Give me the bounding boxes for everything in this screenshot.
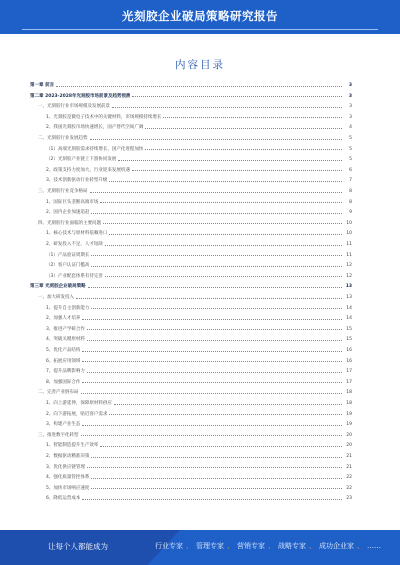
- toc-entry-label: 2、向下游拓展，贴近客户需求: [46, 411, 108, 417]
- toc-page-number: 8: [349, 199, 352, 205]
- toc-entry-label: 4、强化质量管控体系: [46, 475, 90, 481]
- toc-entry[interactable]: [30, 220, 352, 227]
- footer-role: 战略专家: [278, 542, 306, 550]
- toc-leader-dots: [163, 116, 342, 118]
- toc-entry[interactable]: [30, 315, 352, 322]
- toc-entry[interactable]: [30, 188, 352, 195]
- toc-entry[interactable]: [30, 114, 352, 121]
- toc-entry-label: 1、向上游延伸，保障原材料供应: [46, 401, 112, 406]
- toc-entry[interactable]: [30, 82, 352, 89]
- toc-page-number: 9: [349, 210, 352, 216]
- toc-page-number: 3: [349, 114, 352, 120]
- toc-page-number: 18: [346, 390, 352, 396]
- toc-heading: 内容目录: [175, 59, 225, 71]
- toc-entry[interactable]: [30, 305, 352, 312]
- toc-leader-dots: [118, 159, 342, 161]
- toc-page-number: 8: [349, 189, 352, 194]
- toc-page-number: 17: [346, 369, 352, 375]
- toc-entry-label: （2）客户认证门槛高: [46, 263, 90, 269]
- toc-leader-dots: [132, 169, 342, 171]
- toc-entry[interactable]: [30, 135, 352, 142]
- toc-page-number: 21: [346, 464, 352, 470]
- toc-entry-label: 6、拓展应用领域: [46, 358, 81, 364]
- toc-leader-dots: [90, 191, 343, 193]
- toc-entry[interactable]: [30, 336, 352, 343]
- toc-leader-dots: [100, 201, 342, 203]
- toc-page-number: 5: [349, 136, 352, 141]
- footer-roles: [155, 541, 381, 551]
- toc-entry-label: 5、加快市场响应速度: [46, 485, 90, 491]
- toc-entry-label: （2）光刻胶产业链上下游协同发展: [46, 157, 117, 163]
- toc-entry[interactable]: [30, 283, 352, 290]
- footer-separator: 、: [309, 542, 316, 550]
- toc-entry-label: 三、光刻胶行业竞争格局: [38, 189, 88, 194]
- toc-entry[interactable]: [30, 485, 352, 492]
- toc-page-number: 10: [346, 220, 352, 226]
- toc-entry-label: 8、加强国际合作: [46, 379, 81, 385]
- toc-page-number: 22: [346, 475, 352, 481]
- toc-leader-dots: [81, 392, 343, 394]
- footer-separator: 、: [357, 542, 364, 550]
- toc-page-number: 12: [346, 273, 352, 279]
- toc-entry[interactable]: [30, 358, 352, 365]
- toc-leader-dots: [56, 85, 342, 87]
- toc-entry-label: 2、政策支持力度加大，行业迎来发展机遇: [46, 167, 130, 173]
- toc-entry[interactable]: [30, 495, 352, 502]
- toc-leader-dots: [82, 381, 342, 383]
- toc-entry[interactable]: [30, 262, 352, 269]
- toc-entry-label: 3、推进产学研合作: [46, 326, 85, 332]
- toc-leader-dots: [103, 222, 342, 224]
- toc-entry-label: 2、研发投入不足，人才短缺: [46, 242, 103, 247]
- toc-leader-dots: [82, 360, 342, 362]
- toc-entry-label: 3、构建产业生态: [46, 422, 81, 428]
- toc-leader-dots: [132, 95, 342, 97]
- toc-page-number: 3: [348, 93, 352, 99]
- toc-entry[interactable]: [30, 442, 352, 449]
- toc-entry[interactable]: [30, 294, 352, 301]
- footer-role: 管理专家: [196, 542, 224, 550]
- toc-entry[interactable]: [30, 400, 352, 407]
- toc-leader-dots: [91, 265, 342, 267]
- toc-page-number: 17: [346, 379, 352, 385]
- toc-page-number: 16: [346, 348, 352, 353]
- toc-entry[interactable]: [30, 156, 352, 163]
- toc-leader-dots: [82, 498, 342, 500]
- toc-page-number: 15: [346, 326, 352, 332]
- toc-entry[interactable]: [30, 241, 352, 248]
- toc-leader-dots: [91, 307, 342, 309]
- toc-page-number: 16: [346, 358, 352, 364]
- toc-page-number: 13: [346, 295, 352, 300]
- toc-page-number: 6: [349, 167, 352, 173]
- toc-entry-label: 1、国际巨头垄断高端市场: [46, 199, 99, 205]
- toc-entry-label: （1）高端光刻胶需求持续增长，国产化进程加快: [46, 146, 144, 152]
- toc-leader-dots: [91, 212, 342, 214]
- toc-entry-label: 1、核心技术与原材料依赖进口: [46, 231, 108, 237]
- toc-entry[interactable]: [30, 124, 352, 131]
- footer-separator: 、: [186, 542, 193, 550]
- toc-entry[interactable]: [30, 464, 352, 471]
- toc-leader-dots: [81, 434, 343, 436]
- toc-leader-dots: [145, 127, 342, 129]
- toc-entry[interactable]: [30, 368, 352, 375]
- toc-leader-dots: [82, 318, 342, 320]
- toc-entry-label: 二、完善产业链布局: [38, 390, 79, 396]
- toc-leader-dots: [82, 424, 342, 426]
- toc-leader-dots: [91, 477, 342, 479]
- toc-page-number: 22: [346, 485, 352, 491]
- toc-entry-label: 二、光刻胶行业发展趋势: [38, 136, 88, 141]
- toc-entry-label: （1）产品验证周期长: [46, 252, 90, 258]
- toc-page-number: 5: [349, 157, 352, 163]
- toc-leader-dots: [87, 328, 342, 330]
- toc-page-number: 5: [349, 146, 352, 152]
- footer-role: 营销专家: [237, 542, 265, 550]
- toc-leader-dots: [90, 138, 343, 140]
- toc-entry-label: 1、光刻胶是微电子技术中的关键材料，市场规模持续增长: [46, 114, 162, 120]
- toc-page-number: 14: [346, 305, 352, 311]
- toc-entry-label: （3）产业配套体系有待完善: [46, 273, 103, 279]
- toc-entry-label: 三、推进数字化转型: [38, 432, 79, 438]
- toc-leader-dots: [109, 180, 342, 182]
- toc-entry-label: 第三章 光刻胶企业破局策略: [30, 284, 86, 290]
- toc-page-number: 7: [349, 178, 352, 184]
- toc-entry[interactable]: [30, 177, 352, 184]
- toc-page-number: 23: [346, 496, 352, 502]
- toc-entry[interactable]: [30, 379, 352, 386]
- toc-page-number: 19: [346, 422, 352, 428]
- toc-entry[interactable]: [30, 389, 352, 396]
- toc-entry[interactable]: [30, 453, 352, 460]
- toc-entry-label: 7、提升品牌影响力: [46, 369, 85, 375]
- toc-page-number: 20: [346, 443, 352, 449]
- toc-entry-label: 2、加强人才培养: [46, 316, 81, 322]
- toc-entry-label: 3、技术创新驱动行业转型升级: [46, 178, 108, 184]
- toc-page-number: 3: [349, 104, 352, 110]
- toc-page-number: 15: [346, 337, 352, 343]
- toc-page-number: 20: [346, 432, 352, 438]
- toc-leader-dots: [87, 371, 342, 373]
- toc-entry-label: 2、我国光刻胶市场快速增长，国产替代空间广阔: [46, 125, 144, 131]
- toc-entry-label: 2、国内企业加速追赶: [46, 210, 90, 216]
- toc-page-number: 11: [346, 242, 352, 247]
- toc-entry[interactable]: [30, 146, 352, 153]
- footer-separator: 、: [227, 542, 234, 550]
- toc-page-number: 3: [348, 83, 352, 88]
- toc-page-number: 11: [346, 252, 352, 258]
- toc-entry[interactable]: [30, 93, 352, 100]
- toc-entry-label: 3、优化供应链管理: [46, 464, 85, 470]
- toc-entry-label: 6、降低运营成本: [46, 496, 81, 502]
- toc-page-number: 4: [349, 125, 352, 131]
- toc-page-number: 19: [346, 411, 352, 417]
- toc-entry[interactable]: [30, 209, 352, 216]
- toc-entry[interactable]: [30, 326, 352, 333]
- toc-page-number: 13: [345, 284, 352, 290]
- toc-entry-label: 2、数据驱动精准决策: [46, 454, 90, 459]
- toc-leader-dots: [87, 339, 342, 341]
- toc-entry-label: 四、光刻胶行业面临的主要问题: [38, 220, 101, 226]
- toc-entry[interactable]: [30, 411, 352, 418]
- toc-leader-dots: [100, 445, 342, 447]
- toc-leader-dots: [145, 148, 342, 150]
- toc-entry-label: 一、加大研发投入: [38, 295, 74, 300]
- toc-leader-dots: [91, 487, 342, 489]
- toc-leader-dots: [82, 350, 342, 352]
- toc-leader-dots: [109, 413, 342, 415]
- report-title: 光刻胶企业破局策略研究报告: [122, 9, 278, 23]
- toc-entry[interactable]: [30, 199, 352, 206]
- toc-page-number: 21: [346, 454, 352, 459]
- toc-entry[interactable]: [30, 103, 352, 110]
- toc-page-number: 18: [346, 401, 352, 406]
- footer-separator: 、: [268, 542, 275, 550]
- toc-leader-dots: [114, 403, 342, 405]
- toc-leader-dots: [112, 106, 342, 108]
- toc-leader-dots: [76, 297, 342, 299]
- toc-entry-label: 1、智能制造提升生产效率: [46, 443, 99, 449]
- footer-role: 成功企业家: [319, 542, 354, 550]
- toc-entry[interactable]: [30, 347, 352, 354]
- toc-entry[interactable]: [30, 421, 352, 428]
- toc-entry[interactable]: [30, 167, 352, 174]
- toc-leader-dots: [91, 254, 342, 256]
- toc-entry-label: 5、优化产品结构: [46, 348, 81, 353]
- toc-page-number: 10: [346, 231, 352, 237]
- toc-leader-dots: [105, 275, 342, 277]
- toc-entry-label: 第一章 前言: [30, 83, 55, 88]
- footer-banner: [0, 530, 400, 565]
- toc-entry[interactable]: [30, 273, 352, 280]
- toc-leader-dots: [109, 233, 342, 235]
- toc-entry[interactable]: [30, 230, 352, 237]
- toc-entry-label: 第二章 2023-2028年光刻胶市场前景及趋势预测: [30, 93, 131, 99]
- toc-page-number: 14: [346, 316, 352, 322]
- footer-role: 行业专家: [155, 542, 183, 550]
- toc-entry-label: 1、提升自主创新能力: [46, 305, 90, 311]
- toc-leader-dots: [105, 244, 342, 246]
- toc-entry[interactable]: [30, 474, 352, 481]
- toc-page-number: 12: [346, 263, 352, 269]
- toc-entry[interactable]: [30, 432, 352, 439]
- toc-leader-dots: [91, 456, 342, 458]
- toc-entry-label: 4、突破关键原材料: [46, 337, 85, 343]
- toc-leader-dots: [88, 286, 342, 288]
- toc-entry[interactable]: [30, 252, 352, 259]
- toc-leader-dots: [87, 466, 342, 468]
- table-of-contents: [30, 82, 352, 508]
- toc-entry-label: 一、光刻胶行业市场规模及发展前景: [38, 104, 110, 110]
- header-divider: [22, 29, 378, 30]
- footer-slogan: 让每个人都能成为: [48, 542, 108, 551]
- report-header: [0, 0, 400, 34]
- footer-ellipsis: ……: [367, 542, 381, 550]
